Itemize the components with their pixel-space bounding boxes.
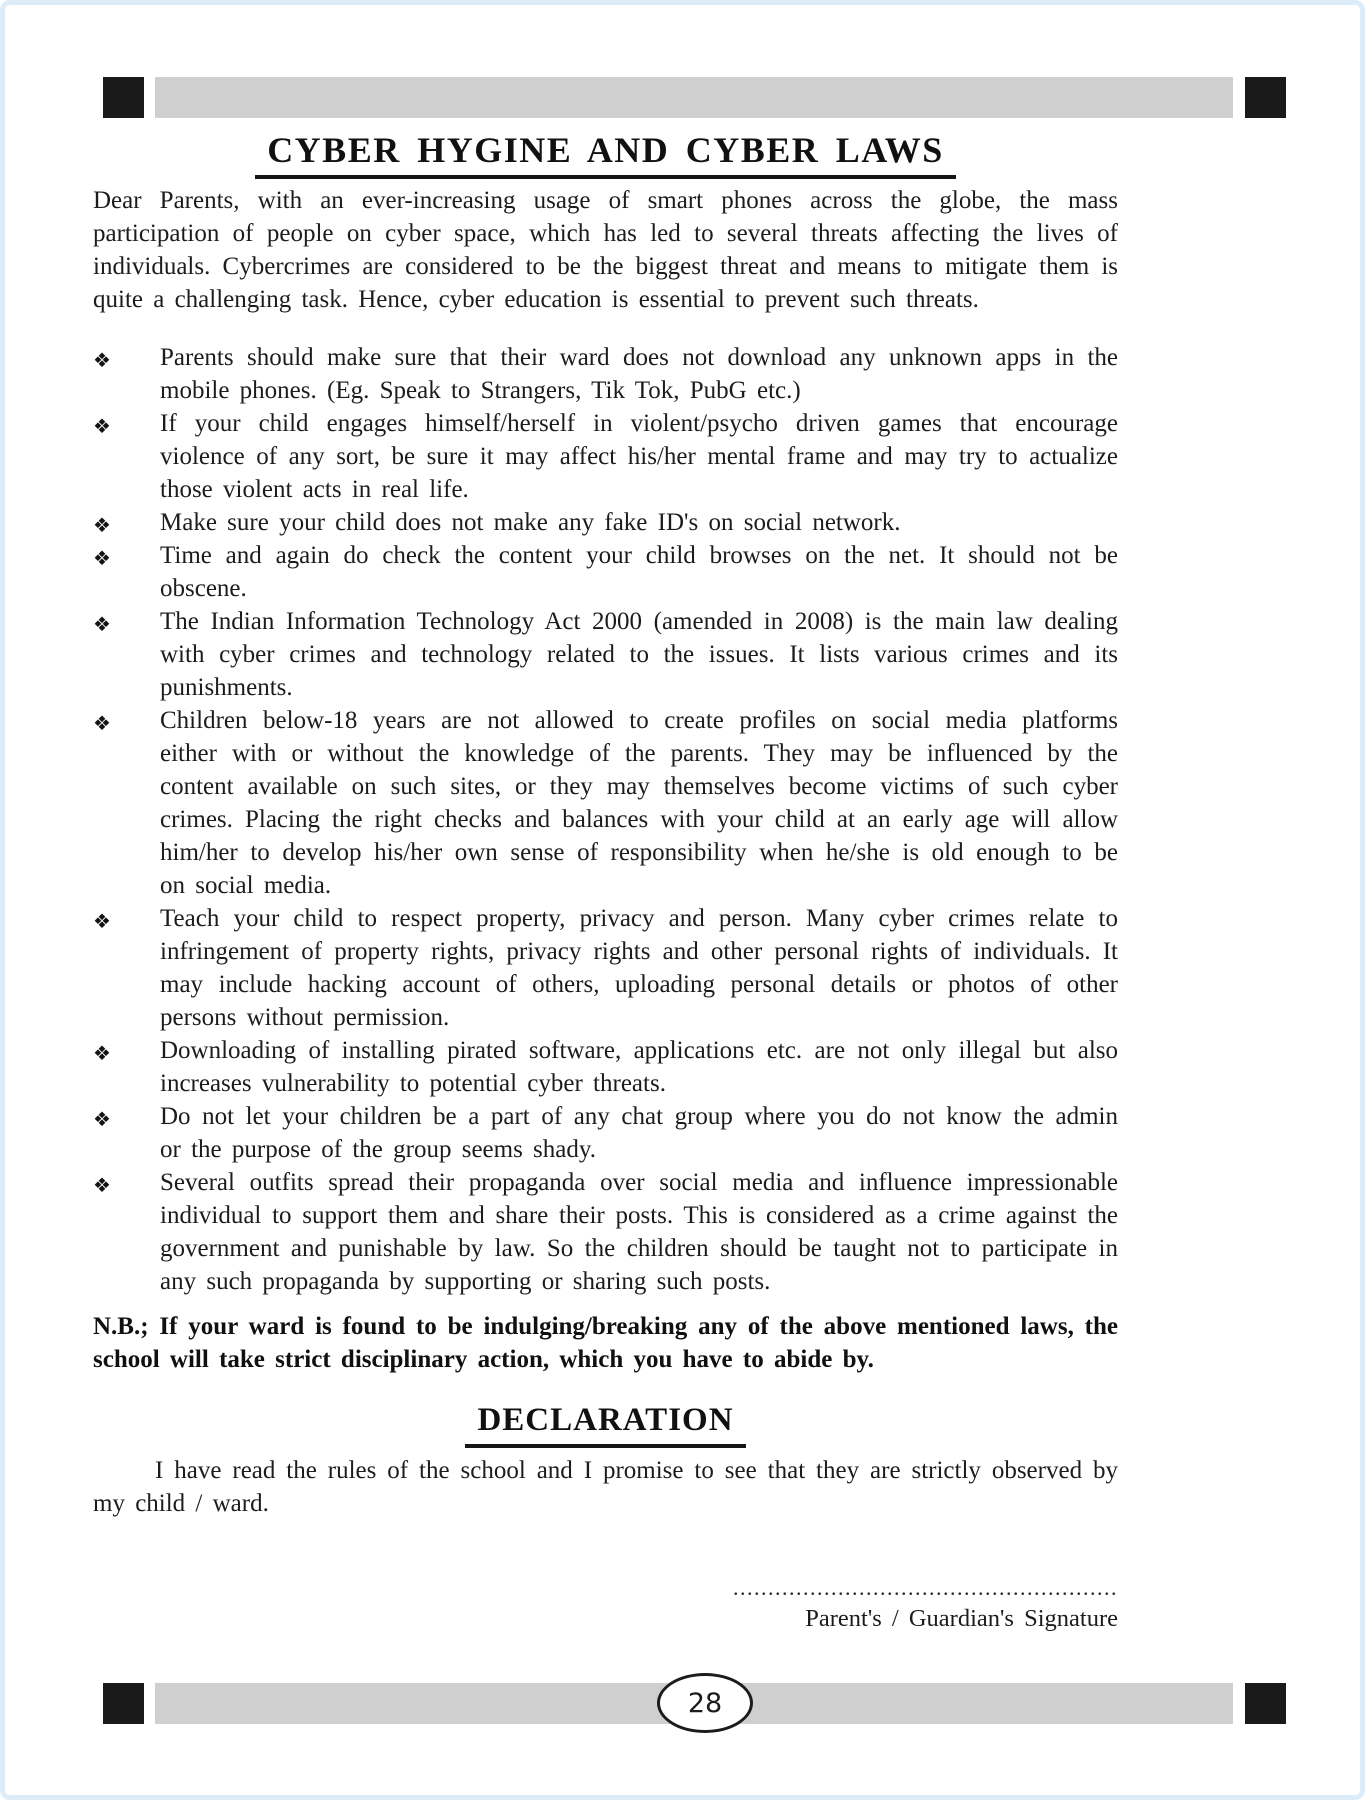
page-content (93, 129, 1118, 1634)
list-item (93, 407, 1118, 506)
page-number-badge (657, 1673, 753, 1733)
signature-block (93, 1572, 1118, 1634)
nb-warning-note: N.B.; If your ward is found to be indulging/breaking any of the above mentioned laws, the school will take strict disciplinary action, which you have to abide by. (93, 1313, 1118, 1373)
bullet-text: Several outfits spread their propaganda over social media and influence impressionable individual to support them and share their posts. This is considered as a crime against the government and punishable by law. So the children should be taught not to participate in any such propaganda by supporting or sharing such posts. (160, 1169, 1118, 1295)
header-right-black-square (1245, 77, 1286, 118)
list-item (93, 1100, 1118, 1166)
list-item (93, 1166, 1118, 1298)
diamond-bullet-icon: ❖ (93, 513, 111, 537)
declaration-heading-row (93, 1401, 1118, 1448)
list-item (93, 605, 1118, 704)
list-item (93, 704, 1118, 902)
footer-right-black-square (1245, 1683, 1286, 1724)
diamond-bullet-icon: ❖ (93, 348, 111, 372)
page-number: 28 (687, 1687, 723, 1719)
signature-label: Parent's / Guardian's Signature (805, 1605, 1118, 1632)
intro-paragraph: Dear Parents, with an ever-increasing usage of smart phones across the globe, the mass participation of people on cyber space, which has led to several threats affecting the lives of individuals. Cybercrimes are considered to be the biggest threat and means to mitigate them is quite a challenging task. Hence, cyber education is essential to prevent such threats. (93, 187, 1118, 313)
declaration-paragraph: I have read the rules of the school and I promise to see that they are strictly observed by my child / ward. (93, 1457, 1118, 1517)
bullet-text: Do not let your children be a part of any chat group where you do not know the admin or the purpose of the group seems shady. (160, 1103, 1118, 1163)
bullet-text: Time and again do check the content your child browses on the net. It should not be obscene. (160, 542, 1118, 602)
list-item (93, 539, 1118, 605)
header-left-black-square (103, 77, 144, 118)
diamond-bullet-icon: ❖ (93, 1041, 111, 1065)
bullet-list (93, 341, 1118, 1298)
bullet-text: The Indian Information Technology Act 2000 (amended in 2008) is the main law dealing with cyber crimes and technology related to the issues. It lists various crimes and its punishments. (160, 608, 1118, 701)
diamond-bullet-icon: ❖ (93, 612, 111, 636)
bullet-text: Downloading of installing pirated software, applications etc. are not only illegal but also increases vulnerability to potential cyber threats. (160, 1037, 1118, 1097)
bullet-text: Children below-18 years are not allowed to create profiles on social media platforms either with or without the knowledge of the parents. They may be influenced by the content available on such sites, or they may themselves become victims of such cyber crimes. Placing the right checks and balances with your child at an early age will allow him/her to develop his/her own sense of responsibility when he/she is old enough to be on social media. (160, 707, 1118, 899)
page-title: CYBER HYGINE AND CYBER LAWS (255, 129, 956, 179)
bullet-text: If your child engages himself/herself in violent/psycho driven games that encourage violence of any sort, be sure it may affect his/her mental frame and may try to actualize those violent acts in real life. (160, 410, 1118, 503)
diamond-bullet-icon: ❖ (93, 1173, 111, 1197)
declaration-heading: DECLARATION (465, 1401, 745, 1448)
diamond-bullet-icon: ❖ (93, 546, 111, 570)
bullet-text: Parents should make sure that their ward does not download any unknown apps in the mobile phones. (Eg. Speak to Strangers, Tik Tok, PubG etc.) (160, 344, 1118, 404)
list-item (93, 341, 1118, 407)
title-row (93, 129, 1118, 179)
list-item (93, 506, 1118, 539)
diamond-bullet-icon: ❖ (93, 1107, 111, 1131)
signature-dotted-line: ....................................................... (733, 1575, 1118, 1600)
diamond-bullet-icon: ❖ (93, 711, 111, 735)
bullet-text: Teach your child to respect property, privacy and person. Many cyber crimes relate to infringement of property rights, privacy rights and other personal rights of individuals. It may include hacking account of others, uploading personal details or photos of other persons without permission. (160, 905, 1118, 1031)
header-gray-bar (155, 77, 1233, 118)
list-item (93, 1034, 1118, 1100)
diamond-bullet-icon: ❖ (93, 414, 111, 438)
footer-left-black-square (103, 1683, 144, 1724)
bullet-text: Make sure your child does not make any fake ID's on social network. (160, 509, 901, 536)
list-item (93, 902, 1118, 1034)
diamond-bullet-icon: ❖ (93, 909, 111, 933)
